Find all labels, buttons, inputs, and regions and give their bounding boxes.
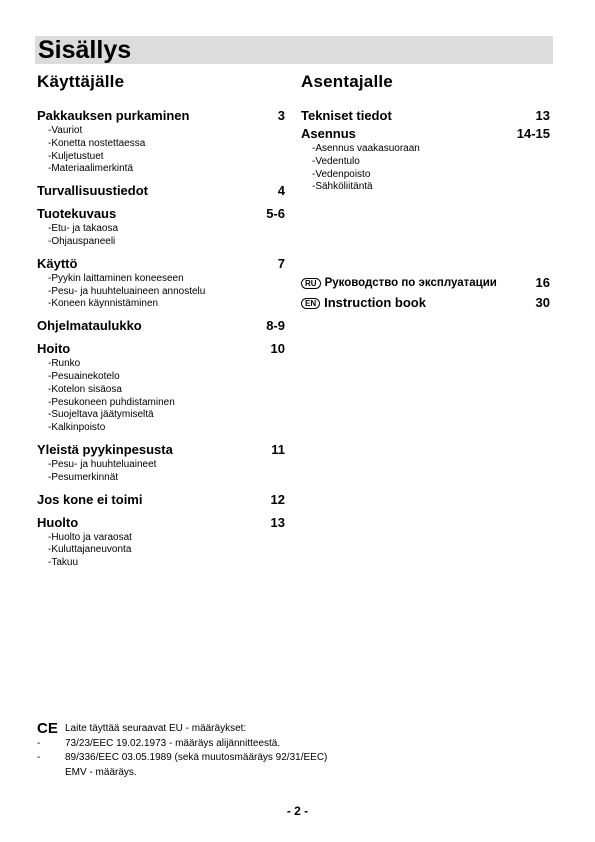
toc-subentry: -Konetta nostettaessa bbox=[48, 137, 146, 149]
toc-section bbox=[37, 442, 285, 485]
toc-subentry: -Takuu bbox=[48, 557, 79, 569]
toc-entry-page: 11 bbox=[271, 441, 285, 457]
toc-section bbox=[37, 206, 285, 249]
toc-entry-page: 3 bbox=[277, 108, 285, 123]
language-page: 30 bbox=[535, 295, 550, 310]
toc-section bbox=[37, 341, 285, 435]
toc-subentry: -Sähköliitäntä bbox=[312, 181, 373, 193]
toc-entry-title: Ohjelmataulukko bbox=[37, 318, 142, 334]
toc-subentry: -Kuljetustuet bbox=[48, 150, 104, 162]
toc-subentries bbox=[37, 273, 285, 311]
toc-subentry: -Asennus vaakasuoraan bbox=[312, 143, 420, 154]
toc-section bbox=[301, 126, 550, 194]
toc-entry-title: Turvallisuustiedot bbox=[37, 183, 148, 199]
toc-subentry: -Pesuainekotelo bbox=[48, 370, 120, 382]
toc-subentry: -Koneen käynnistäminen bbox=[48, 298, 159, 310]
toc-entry-page: 8-9 bbox=[266, 318, 285, 334]
toc-subentries bbox=[37, 532, 285, 570]
language-label: Руководство по эксплуатации bbox=[324, 277, 497, 289]
toc-subentry: -Vedenpoisto bbox=[312, 168, 371, 180]
toc-entry-title: Käyttö bbox=[37, 255, 78, 271]
toc-entry-title: Asennus bbox=[301, 126, 356, 141]
toc-subentry: -Vedentulo bbox=[312, 155, 360, 167]
toc-entry-title: Pakkauksen purkaminen bbox=[37, 108, 190, 123]
ce-conformity-note bbox=[37, 722, 557, 780]
toc-section bbox=[37, 515, 285, 570]
page-title: Sisällys bbox=[38, 36, 132, 64]
toc-subentries bbox=[37, 125, 285, 176]
toc-entry[interactable] bbox=[37, 492, 285, 508]
ce-item: 73/23/EEC 19.02.1973 - määräys alijännitteestä. bbox=[65, 737, 281, 749]
bullet: - bbox=[37, 752, 41, 763]
toc-section bbox=[37, 108, 285, 176]
toc-subentry: -Pesukoneen puhdistaminen bbox=[48, 396, 175, 408]
toc-entry[interactable] bbox=[37, 206, 285, 222]
toc-entry-title: Hoito bbox=[37, 341, 71, 357]
toc-entry-page: 10 bbox=[270, 341, 285, 357]
toc-entry-title: Yleistä pyykinpesusta bbox=[37, 441, 173, 457]
toc-entry[interactable] bbox=[37, 442, 285, 458]
toc-entry-page: 14-15 bbox=[516, 126, 550, 141]
toc-entry-page: 7 bbox=[277, 255, 285, 271]
toc-section bbox=[37, 318, 285, 334]
toc-entry-title: Tuotekuvaus bbox=[37, 206, 117, 222]
toc-entry[interactable] bbox=[37, 108, 285, 124]
toc-section bbox=[301, 108, 550, 124]
toc-subentry: -Huolto ja varaosat bbox=[48, 531, 132, 543]
page-number: - 2 - bbox=[286, 804, 309, 818]
user-column bbox=[37, 70, 285, 577]
toc-subentries bbox=[37, 223, 285, 249]
toc-entry-page: 5-6 bbox=[266, 206, 285, 222]
toc-subentry: -Kotelon sisäosa bbox=[48, 383, 122, 395]
toc-subentry: -Pyykin laittaminen koneeseen bbox=[48, 272, 184, 284]
user-column-heading: Käyttäjälle bbox=[37, 72, 125, 91]
toc-subentry: -Pesu- ja huuhteluaineen annostelu bbox=[48, 285, 206, 297]
user-sections bbox=[37, 108, 285, 570]
installer-sections bbox=[301, 108, 550, 194]
toc-subentries bbox=[37, 459, 285, 485]
toc-subentry: -Materiaalimerkintä bbox=[48, 163, 134, 175]
other-language-list bbox=[301, 273, 550, 313]
toc-section bbox=[37, 492, 285, 508]
ce-item-continued: EMV - määräys. bbox=[65, 766, 137, 778]
toc-entry[interactable] bbox=[37, 183, 285, 199]
toc-subentries bbox=[37, 358, 285, 435]
ce-intro: Laite täyttää seuraavat EU - määräykset: bbox=[65, 723, 247, 734]
en-badge-icon: EN bbox=[301, 298, 320, 309]
toc-entry-page: 12 bbox=[270, 491, 285, 507]
toc-entry[interactable] bbox=[37, 318, 285, 334]
toc-section bbox=[37, 256, 285, 311]
toc-subentry: -Kalkinpoisto bbox=[48, 422, 106, 434]
title-bar bbox=[35, 36, 553, 64]
toc-entry-title: Tekniset tiedot bbox=[301, 108, 392, 123]
toc-entry-page: 13 bbox=[535, 108, 550, 123]
toc-subentries bbox=[301, 143, 550, 194]
toc-entry-title: Huolto bbox=[37, 514, 79, 530]
toc-subentry: -Ohjauspaneeli bbox=[48, 235, 116, 247]
toc-subentry: -Pesumerkinnät bbox=[48, 471, 119, 483]
toc-entry[interactable] bbox=[301, 126, 550, 142]
toc-entry-page: 13 bbox=[270, 514, 285, 530]
toc-entry[interactable] bbox=[37, 515, 285, 531]
toc-subentry: -Suojeltava jäätymiseltä bbox=[48, 409, 154, 421]
toc-entry-page: 4 bbox=[277, 183, 285, 199]
toc-entry[interactable] bbox=[37, 256, 285, 272]
language-entry-ru[interactable] bbox=[301, 273, 550, 293]
language-label: Instruction book bbox=[324, 295, 426, 310]
toc-subentry: -Etu- ja takaosa bbox=[48, 223, 119, 235]
ru-badge-icon: RU bbox=[301, 278, 321, 289]
toc-subentry: -Pesu- ja huuhteluaineet bbox=[48, 458, 157, 470]
toc-subentry: -Vauriot bbox=[48, 125, 83, 136]
ce-item: 89/336/EEC 03.05.1989 (sekä muutosmääräys 92/31/EEC) bbox=[65, 752, 328, 763]
ce-mark-icon: CE bbox=[37, 720, 58, 737]
toc-entry[interactable] bbox=[301, 108, 550, 124]
language-entry-en[interactable] bbox=[301, 293, 550, 313]
installer-column bbox=[301, 70, 550, 196]
toc-subentry: -Runko bbox=[48, 358, 81, 370]
toc-subentry: -Kuluttajaneuvonta bbox=[48, 544, 132, 556]
toc-section bbox=[37, 183, 285, 199]
toc-entry[interactable] bbox=[37, 341, 285, 357]
toc-entry-title: Jos kone ei toimi bbox=[37, 491, 143, 507]
bullet: - bbox=[37, 737, 41, 749]
language-page: 16 bbox=[535, 275, 550, 290]
installer-column-heading: Asentajalle bbox=[301, 72, 393, 91]
